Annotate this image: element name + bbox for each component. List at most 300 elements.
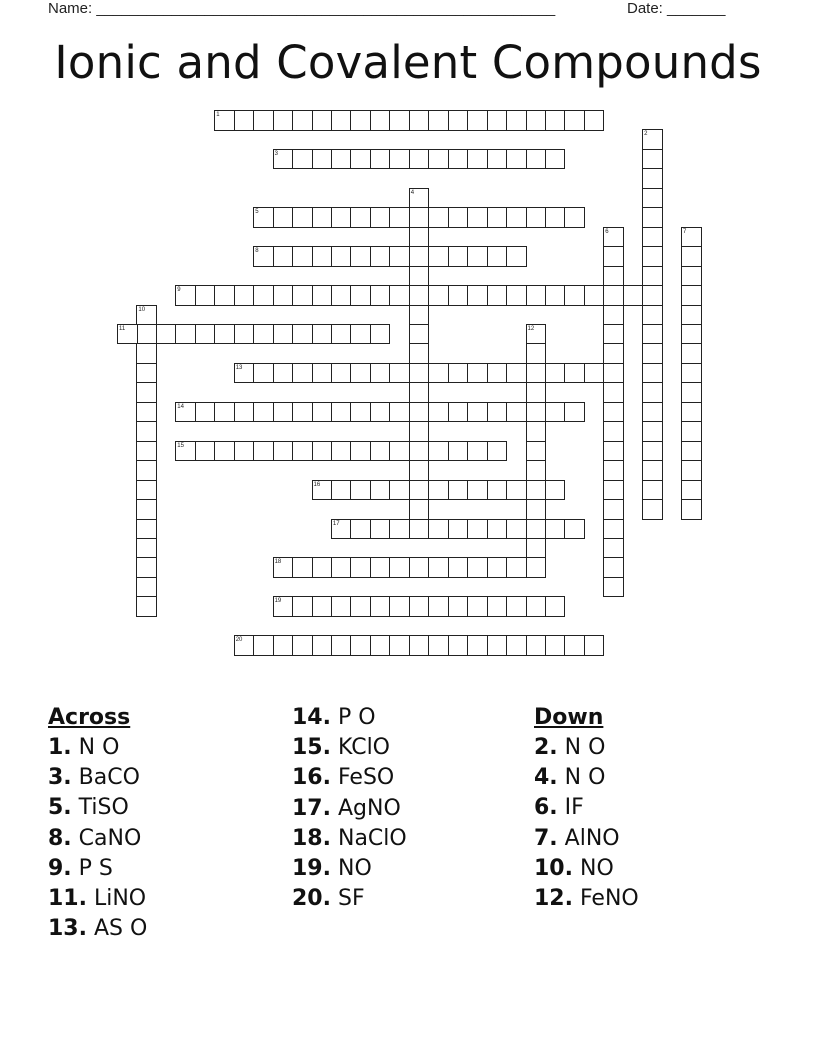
grid-cell[interactable] — [642, 480, 663, 501]
grid-cell[interactable] — [409, 382, 430, 403]
grid-cell[interactable] — [234, 363, 255, 384]
grid-cell[interactable] — [389, 246, 410, 267]
grid-cell[interactable] — [331, 246, 352, 267]
grid-cell[interactable] — [545, 285, 566, 306]
grid-cell[interactable] — [136, 363, 157, 384]
grid-cell[interactable] — [409, 557, 430, 578]
grid-cell[interactable] — [292, 596, 313, 617]
grid-cell[interactable] — [234, 441, 255, 462]
grid-cell[interactable] — [526, 382, 547, 403]
grid-cell[interactable] — [273, 635, 294, 656]
grid-cell[interactable] — [136, 519, 157, 540]
grid-cell[interactable] — [409, 149, 430, 170]
grid-cell[interactable] — [409, 363, 430, 384]
grid-cell[interactable] — [312, 402, 333, 423]
grid-cell[interactable] — [526, 363, 547, 384]
grid-cell[interactable] — [506, 246, 527, 267]
grid-cell[interactable] — [312, 246, 333, 267]
grid-cell[interactable] — [214, 441, 235, 462]
grid-cell[interactable] — [370, 246, 391, 267]
grid-cell[interactable] — [467, 110, 488, 131]
grid-cell[interactable] — [642, 305, 663, 326]
grid-cell[interactable] — [273, 207, 294, 228]
grid-cell[interactable] — [603, 363, 624, 384]
grid-cell[interactable] — [389, 635, 410, 656]
grid-cell[interactable] — [370, 519, 391, 540]
grid-cell[interactable] — [428, 149, 449, 170]
grid-cell[interactable] — [350, 285, 371, 306]
grid-cell[interactable] — [273, 402, 294, 423]
grid-cell[interactable] — [428, 363, 449, 384]
grid-cell[interactable] — [526, 596, 547, 617]
grid-cell[interactable] — [409, 402, 430, 423]
grid-cell[interactable] — [389, 441, 410, 462]
grid-cell[interactable] — [506, 635, 527, 656]
grid-cell[interactable] — [681, 460, 702, 481]
grid-cell[interactable] — [370, 324, 391, 345]
grid-cell[interactable] — [545, 635, 566, 656]
grid-cell[interactable] — [564, 402, 585, 423]
grid-cell[interactable] — [448, 207, 469, 228]
grid-cell[interactable] — [467, 596, 488, 617]
grid-cell[interactable] — [506, 207, 527, 228]
grid-cell[interactable] — [409, 596, 430, 617]
grid-cell[interactable] — [389, 149, 410, 170]
grid-cell[interactable] — [350, 557, 371, 578]
grid-cell[interactable] — [409, 305, 430, 326]
grid-cell[interactable] — [292, 324, 313, 345]
grid-cell[interactable] — [292, 402, 313, 423]
grid-cell[interactable] — [526, 324, 547, 345]
grid-cell[interactable] — [564, 110, 585, 131]
grid-cell[interactable] — [195, 441, 216, 462]
grid-cell[interactable] — [506, 149, 527, 170]
grid-cell[interactable] — [117, 324, 138, 345]
grid-cell[interactable] — [467, 519, 488, 540]
grid-cell[interactable] — [214, 285, 235, 306]
grid-cell[interactable] — [681, 421, 702, 442]
grid-cell[interactable] — [292, 285, 313, 306]
grid-cell[interactable] — [448, 110, 469, 131]
grid-cell[interactable] — [487, 596, 508, 617]
grid-cell[interactable] — [409, 207, 430, 228]
grid-cell[interactable] — [331, 635, 352, 656]
grid-cell[interactable] — [331, 110, 352, 131]
grid-cell[interactable] — [428, 480, 449, 501]
grid-cell[interactable] — [584, 363, 605, 384]
grid-cell[interactable] — [487, 557, 508, 578]
grid-cell[interactable] — [331, 519, 352, 540]
grid-cell[interactable] — [448, 596, 469, 617]
grid-cell[interactable] — [331, 557, 352, 578]
grid-cell[interactable] — [234, 635, 255, 656]
grid-cell[interactable] — [603, 460, 624, 481]
grid-cell[interactable] — [136, 577, 157, 598]
grid-cell[interactable] — [487, 402, 508, 423]
grid-cell[interactable] — [312, 635, 333, 656]
grid-cell[interactable] — [136, 305, 157, 326]
grid-cell[interactable] — [292, 363, 313, 384]
grid-cell[interactable] — [273, 285, 294, 306]
grid-cell[interactable] — [545, 149, 566, 170]
grid-cell[interactable] — [467, 246, 488, 267]
grid-cell[interactable] — [253, 363, 274, 384]
grid-cell[interactable] — [273, 557, 294, 578]
grid-cell[interactable] — [603, 305, 624, 326]
grid-cell[interactable] — [136, 499, 157, 520]
grid-cell[interactable] — [642, 441, 663, 462]
grid-cell[interactable] — [136, 557, 157, 578]
grid-cell[interactable] — [312, 324, 333, 345]
grid-cell[interactable] — [409, 421, 430, 442]
grid-cell[interactable] — [370, 207, 391, 228]
grid-cell[interactable] — [603, 227, 624, 248]
grid-cell[interactable] — [234, 285, 255, 306]
grid-cell[interactable] — [350, 363, 371, 384]
grid-cell[interactable] — [428, 441, 449, 462]
grid-cell[interactable] — [175, 285, 196, 306]
grid-cell[interactable] — [603, 538, 624, 559]
grid-cell[interactable] — [370, 596, 391, 617]
grid-cell[interactable] — [292, 149, 313, 170]
grid-cell[interactable] — [448, 441, 469, 462]
grid-cell[interactable] — [409, 266, 430, 287]
grid-cell[interactable] — [642, 499, 663, 520]
grid-cell[interactable] — [331, 149, 352, 170]
grid-cell[interactable] — [350, 519, 371, 540]
grid-cell[interactable] — [234, 324, 255, 345]
grid-cell[interactable] — [642, 363, 663, 384]
grid-cell[interactable] — [467, 557, 488, 578]
grid-cell[interactable] — [389, 363, 410, 384]
grid-cell[interactable] — [564, 207, 585, 228]
grid-cell[interactable] — [370, 285, 391, 306]
grid-cell[interactable] — [681, 246, 702, 267]
grid-cell[interactable] — [681, 402, 702, 423]
grid-cell[interactable] — [467, 149, 488, 170]
grid-cell[interactable] — [681, 382, 702, 403]
name-field-label[interactable]: Name: _______________________________________________________ — [48, 0, 556, 17]
grid-cell[interactable] — [331, 480, 352, 501]
grid-cell[interactable] — [253, 635, 274, 656]
grid-cell[interactable] — [389, 402, 410, 423]
grid-cell[interactable] — [642, 421, 663, 442]
grid-cell[interactable] — [487, 246, 508, 267]
grid-cell[interactable] — [526, 538, 547, 559]
grid-cell[interactable] — [331, 596, 352, 617]
grid-cell[interactable] — [603, 285, 624, 306]
grid-cell[interactable] — [681, 324, 702, 345]
grid-cell[interactable] — [428, 557, 449, 578]
grid-cell[interactable] — [526, 557, 547, 578]
grid-cell[interactable] — [526, 519, 547, 540]
grid-cell[interactable] — [642, 168, 663, 189]
grid-cell[interactable] — [448, 519, 469, 540]
grid-cell[interactable] — [370, 363, 391, 384]
grid-cell[interactable] — [273, 149, 294, 170]
grid-cell[interactable] — [312, 441, 333, 462]
grid-cell[interactable] — [312, 149, 333, 170]
grid-cell[interactable] — [448, 246, 469, 267]
grid-cell[interactable] — [409, 519, 430, 540]
grid-cell[interactable] — [389, 285, 410, 306]
grid-cell[interactable] — [136, 343, 157, 364]
grid-cell[interactable] — [428, 246, 449, 267]
grid-cell[interactable] — [603, 499, 624, 520]
grid-cell[interactable] — [564, 285, 585, 306]
grid-cell[interactable] — [409, 499, 430, 520]
grid-cell[interactable] — [389, 480, 410, 501]
grid-cell[interactable] — [331, 402, 352, 423]
grid-cell[interactable] — [409, 285, 430, 306]
grid-cell[interactable] — [409, 324, 430, 345]
grid-cell[interactable] — [642, 188, 663, 209]
grid-cell[interactable] — [370, 480, 391, 501]
grid-cell[interactable] — [409, 441, 430, 462]
grid-cell[interactable] — [545, 480, 566, 501]
grid-cell[interactable] — [526, 110, 547, 131]
grid-cell[interactable] — [428, 402, 449, 423]
grid-cell[interactable] — [350, 402, 371, 423]
grid-cell[interactable] — [409, 188, 430, 209]
grid-cell[interactable] — [389, 207, 410, 228]
grid-cell[interactable] — [195, 324, 216, 345]
grid-cell[interactable] — [506, 557, 527, 578]
grid-cell[interactable] — [487, 519, 508, 540]
grid-cell[interactable] — [331, 285, 352, 306]
grid-cell[interactable] — [389, 596, 410, 617]
grid-cell[interactable] — [448, 363, 469, 384]
grid-cell[interactable] — [331, 441, 352, 462]
grid-cell[interactable] — [526, 635, 547, 656]
grid-cell[interactable] — [564, 363, 585, 384]
grid-cell[interactable] — [234, 110, 255, 131]
grid-cell[interactable] — [389, 519, 410, 540]
grid-cell[interactable] — [467, 441, 488, 462]
grid-cell[interactable] — [603, 266, 624, 287]
grid-cell[interactable] — [642, 246, 663, 267]
grid-cell[interactable] — [526, 480, 547, 501]
grid-cell[interactable] — [136, 402, 157, 423]
date-field-label[interactable]: Date: _______ — [627, 0, 726, 17]
grid-cell[interactable] — [487, 207, 508, 228]
grid-cell[interactable] — [545, 596, 566, 617]
grid-cell[interactable] — [350, 149, 371, 170]
grid-cell[interactable] — [312, 285, 333, 306]
grid-cell[interactable] — [526, 441, 547, 462]
grid-cell[interactable] — [681, 285, 702, 306]
grid-cell[interactable] — [273, 110, 294, 131]
grid-cell[interactable] — [584, 285, 605, 306]
grid-cell[interactable] — [409, 110, 430, 131]
grid-cell[interactable] — [214, 402, 235, 423]
grid-cell[interactable] — [526, 421, 547, 442]
grid-cell[interactable] — [603, 577, 624, 598]
grid-cell[interactable] — [526, 499, 547, 520]
grid-cell[interactable] — [564, 635, 585, 656]
grid-cell[interactable] — [350, 480, 371, 501]
grid-cell[interactable] — [642, 266, 663, 287]
grid-cell[interactable] — [603, 324, 624, 345]
grid-cell[interactable] — [545, 519, 566, 540]
grid-cell[interactable] — [428, 519, 449, 540]
grid-cell[interactable] — [136, 382, 157, 403]
grid-cell[interactable] — [526, 460, 547, 481]
grid-cell[interactable] — [584, 635, 605, 656]
grid-cell[interactable] — [389, 110, 410, 131]
grid-cell[interactable] — [603, 343, 624, 364]
grid-cell[interactable] — [156, 324, 177, 345]
grid-cell[interactable] — [312, 363, 333, 384]
grid-cell[interactable] — [487, 363, 508, 384]
grid-cell[interactable] — [681, 343, 702, 364]
grid-cell[interactable] — [526, 285, 547, 306]
grid-cell[interactable] — [448, 402, 469, 423]
grid-cell[interactable] — [467, 207, 488, 228]
grid-cell[interactable] — [136, 596, 157, 617]
grid-cell[interactable] — [370, 110, 391, 131]
grid-cell[interactable] — [175, 441, 196, 462]
grid-cell[interactable] — [370, 441, 391, 462]
grid-cell[interactable] — [448, 149, 469, 170]
grid-cell[interactable] — [487, 110, 508, 131]
grid-cell[interactable] — [350, 110, 371, 131]
grid-cell[interactable] — [467, 363, 488, 384]
grid-cell[interactable] — [467, 635, 488, 656]
grid-cell[interactable] — [467, 285, 488, 306]
grid-cell[interactable] — [564, 519, 585, 540]
grid-cell[interactable] — [681, 480, 702, 501]
grid-cell[interactable] — [312, 596, 333, 617]
grid-cell[interactable] — [409, 343, 430, 364]
grid-cell[interactable] — [312, 557, 333, 578]
grid-cell[interactable] — [487, 149, 508, 170]
grid-cell[interactable] — [273, 363, 294, 384]
grid-cell[interactable] — [292, 246, 313, 267]
grid-cell[interactable] — [273, 246, 294, 267]
grid-cell[interactable] — [428, 110, 449, 131]
grid-cell[interactable] — [487, 480, 508, 501]
grid-cell[interactable] — [253, 246, 274, 267]
grid-cell[interactable] — [195, 285, 216, 306]
grid-cell[interactable] — [526, 149, 547, 170]
grid-cell[interactable] — [136, 441, 157, 462]
grid-cell[interactable] — [603, 557, 624, 578]
grid-cell[interactable] — [642, 382, 663, 403]
grid-cell[interactable] — [273, 441, 294, 462]
grid-cell[interactable] — [545, 363, 566, 384]
grid-cell[interactable] — [603, 382, 624, 403]
grid-cell[interactable] — [312, 207, 333, 228]
grid-cell[interactable] — [292, 441, 313, 462]
grid-cell[interactable] — [428, 207, 449, 228]
grid-cell[interactable] — [487, 635, 508, 656]
grid-cell[interactable] — [545, 207, 566, 228]
grid-cell[interactable] — [253, 324, 274, 345]
grid-cell[interactable] — [428, 596, 449, 617]
grid-cell[interactable] — [642, 460, 663, 481]
grid-cell[interactable] — [526, 343, 547, 364]
grid-cell[interactable] — [642, 343, 663, 364]
grid-cell[interactable] — [603, 402, 624, 423]
grid-cell[interactable] — [642, 149, 663, 170]
grid-cell[interactable] — [409, 480, 430, 501]
grid-cell[interactable] — [681, 499, 702, 520]
grid-cell[interactable] — [292, 110, 313, 131]
grid-cell[interactable] — [603, 441, 624, 462]
grid-cell[interactable] — [467, 480, 488, 501]
grid-cell[interactable] — [136, 421, 157, 442]
grid-cell[interactable] — [448, 557, 469, 578]
grid-cell[interactable] — [370, 402, 391, 423]
grid-cell[interactable] — [506, 596, 527, 617]
grid-cell[interactable] — [253, 110, 274, 131]
grid-cell[interactable] — [136, 538, 157, 559]
grid-cell[interactable] — [331, 207, 352, 228]
grid-cell[interactable] — [370, 635, 391, 656]
grid-cell[interactable] — [370, 557, 391, 578]
grid-cell[interactable] — [506, 480, 527, 501]
grid-cell[interactable] — [642, 402, 663, 423]
grid-cell[interactable] — [545, 402, 566, 423]
grid-cell[interactable] — [642, 129, 663, 150]
grid-cell[interactable] — [681, 363, 702, 384]
grid-cell[interactable] — [253, 402, 274, 423]
grid-cell[interactable] — [292, 207, 313, 228]
grid-cell[interactable] — [409, 635, 430, 656]
grid-cell[interactable] — [545, 110, 566, 131]
grid-cell[interactable] — [312, 110, 333, 131]
grid-cell[interactable] — [506, 285, 527, 306]
grid-cell[interactable] — [642, 227, 663, 248]
grid-cell[interactable] — [136, 460, 157, 481]
grid-cell[interactable] — [603, 421, 624, 442]
grid-cell[interactable] — [584, 110, 605, 131]
grid-cell[interactable] — [428, 285, 449, 306]
grid-cell[interactable] — [292, 635, 313, 656]
grid-cell[interactable] — [526, 207, 547, 228]
grid-cell[interactable] — [506, 519, 527, 540]
grid-cell[interactable] — [273, 596, 294, 617]
grid-cell[interactable] — [175, 402, 196, 423]
grid-cell[interactable] — [350, 596, 371, 617]
grid-cell[interactable] — [214, 324, 235, 345]
grid-cell[interactable] — [331, 363, 352, 384]
grid-cell[interactable] — [350, 635, 371, 656]
grid-cell[interactable] — [428, 635, 449, 656]
grid-cell[interactable] — [292, 557, 313, 578]
grid-cell[interactable] — [175, 324, 196, 345]
grid-cell[interactable] — [214, 110, 235, 131]
grid-cell[interactable] — [681, 266, 702, 287]
grid-cell[interactable] — [331, 324, 352, 345]
grid-cell[interactable] — [312, 480, 333, 501]
grid-cell[interactable] — [681, 227, 702, 248]
grid-cell[interactable] — [526, 402, 547, 423]
grid-cell[interactable] — [370, 149, 391, 170]
grid-cell[interactable] — [506, 110, 527, 131]
grid-cell[interactable] — [253, 441, 274, 462]
grid-cell[interactable] — [448, 480, 469, 501]
grid-cell[interactable] — [623, 285, 644, 306]
grid-cell[interactable] — [642, 285, 663, 306]
grid-cell[interactable] — [350, 324, 371, 345]
grid-cell[interactable] — [195, 402, 216, 423]
grid-cell[interactable] — [681, 441, 702, 462]
grid-cell[interactable] — [409, 246, 430, 267]
grid-cell[interactable] — [506, 402, 527, 423]
grid-cell[interactable] — [273, 324, 294, 345]
